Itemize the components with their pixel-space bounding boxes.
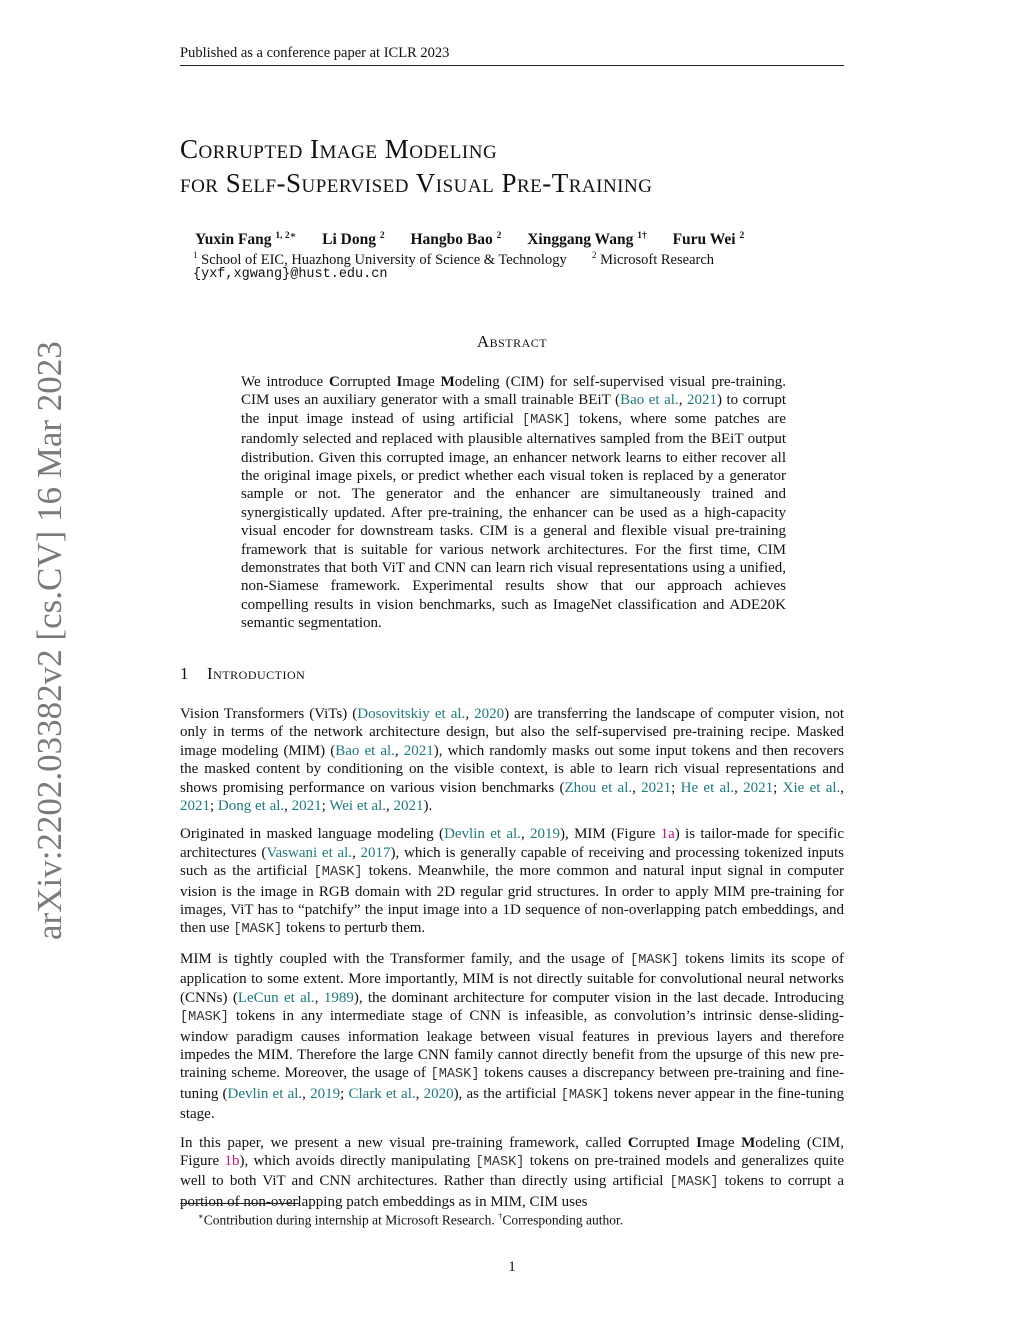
footnote [198, 1208, 838, 1229]
text: orrupted [638, 1134, 697, 1151]
mask-token: [MASK] [560, 1087, 610, 1103]
text: , [284, 798, 292, 815]
paragraph [180, 1134, 844, 1212]
citation-link[interactable]: Devlin et al. [444, 826, 521, 843]
text: orrupted [339, 374, 397, 390]
text: Originated in masked language modeling ( [180, 826, 445, 843]
citation-link[interactable]: LeCun et al. [237, 989, 315, 1006]
author-affil-mark: 2 [496, 231, 502, 241]
text: tokens to corrupt a portion of non-overlapping patch embeddings as in MIM, CIM uses [180, 1173, 844, 1210]
text: Vision Transformers (ViTs) ( [180, 706, 358, 722]
text: , [394, 742, 404, 759]
mask-token: [MASK] [475, 1154, 525, 1170]
text: ), as the artificial [453, 1085, 561, 1102]
text: , [678, 392, 687, 409]
text: ), MIM (Figure [560, 826, 661, 843]
text: ) is tailor-made for specific architectures ( [180, 826, 844, 861]
text: tokens limits its scope of application to some extent. More importantly, MIM is not directly suitable for convolutional neural networks (CNNs) ( [180, 950, 844, 1006]
text: In this paper, we present a new visual pre-training framework, called [180, 1134, 628, 1151]
mask-token: [MASK] [233, 922, 283, 938]
title-line-1: Corrupted Image Modeling [180, 134, 498, 164]
citation-link[interactable]: Dosovitskiy et al. [357, 706, 466, 722]
text: C [328, 374, 340, 390]
citation-link[interactable]: 2021 [641, 779, 672, 796]
citation-link[interactable]: Dong et al. [217, 798, 285, 815]
mask-token: [MASK] [180, 1010, 229, 1026]
mask-token: [MASK] [521, 412, 571, 428]
author-name: Hangbo Bao [410, 231, 493, 249]
text: ) are transferring the landscape of computer vision, not only in terms of the network architecture design, but also the self-supervised pre-training recipe. Masked image modeling (MIM) ( [180, 706, 844, 759]
mask-token: [MASK] [313, 865, 363, 881]
text: tokens causes a discrepancy between pre-training and fine-tuning ( [180, 1065, 844, 1102]
text: , [520, 826, 531, 843]
footnote-mark: † [498, 1211, 503, 1221]
text: ), which avoids directly manipulating [239, 1152, 476, 1169]
arxiv-identifier-stamp: arXiv:2202.03382v2 [cs.CV] 16 Mar 2023 [30, 341, 69, 940]
text: tokens. Meanwhile, the more common and natural input signal in computer vision is the image in RGB domain with 2D regular grid structures. In order to apply MIM pre-training for images, ViT has to “patchify” the input image into a 1D sequence of non-overlapping patch embeddings, and then use [180, 863, 845, 937]
author-affil-mark: 1† [637, 231, 647, 241]
running-header: Published as a conference paper at ICLR 2023 [180, 44, 844, 66]
citation-link[interactable]: Wei et al. [329, 798, 386, 815]
mask-token: [MASK] [430, 1067, 480, 1083]
text: , [386, 798, 394, 815]
citation-link[interactable]: 2019 [310, 1085, 341, 1102]
footnote-mark: ∗ [198, 1211, 204, 1221]
paper-title [180, 132, 844, 200]
text: C [627, 1134, 639, 1151]
abstract-body [241, 373, 786, 633]
text: , [352, 844, 361, 861]
author-affil-mark: 2 [739, 231, 745, 241]
citation-link[interactable]: Vaswani et al. [266, 844, 353, 861]
citation-link[interactable]: Zhou et al. [564, 779, 633, 796]
text: Corresponding author. [502, 1212, 624, 1228]
affil-mark: 1 [193, 250, 198, 260]
citation-link[interactable]: Devlin et al. [227, 1085, 303, 1102]
text: ; [210, 798, 218, 815]
author-name: Yuxin Fang [195, 231, 272, 249]
author-name: Furu Wei [672, 231, 736, 249]
citation-link[interactable]: 2021 [291, 798, 322, 815]
text: Contribution during internship at Microsoft Research. [203, 1212, 499, 1228]
text: ). [423, 798, 433, 815]
text: I [396, 374, 403, 390]
text: , [302, 1085, 311, 1102]
section-heading [180, 663, 580, 685]
author-email: {yxf,xgwang}@hust.edu.cn [193, 267, 388, 282]
citation-link[interactable]: 2020 [423, 1085, 454, 1102]
text: We introduce [241, 374, 329, 390]
paragraph [180, 950, 844, 1124]
citation-link[interactable]: 2021 [393, 798, 424, 815]
citation-link[interactable]: 2021 [743, 779, 774, 796]
text: , [632, 779, 642, 796]
citation-link[interactable]: 2019 [530, 826, 561, 843]
figure-ref-link[interactable]: 1b [224, 1152, 240, 1169]
text: tokens in any intermediate stage of CNN is infeasible, as convolution’s intrinsic dense-sliding-window paradigm causes information leakage between visual features in previous layers and therefore impedes the MIM. Therefore the large CNN family cannot directly benefit from the upsurge of this new pre-training scheme. Moreover, the usage of [180, 1008, 844, 1082]
text: tokens, where some patches are randomly selected and replaced with plausible alternatives sampled from the BEiT output distribution. Given this corrupted image, an enhancer network learns to either recover all the original image pixels, or predict whether each visual token is replaced by a generator sample or not. The generator and the enhancer are simultaneously trained and synergistically updated. After pre-training, the enhancer can be used as a high-capacity visual encoder for downstream tasks. CIM is a general and flexible visual pre-training framework that is suitable for various network architectures. For the first time, CIM demonstrates that both ViT and CNN can learn rich visual representations using a unified, non-Siamese framework. Experimental results show that our approach achieves compelling results in vision benchmarks, such as ImageNet classification and ADE20K semantic segmentation. [241, 410, 786, 632]
text: , [840, 779, 845, 796]
introduction-body [180, 705, 844, 1221]
text: tokens to perturb them. [282, 920, 426, 937]
affiliation-2: Microsoft Research [600, 251, 715, 268]
text: ) to corrupt the input image instead of using artificial [241, 392, 786, 427]
citation-link[interactable]: 2021 [180, 798, 210, 815]
title-line-2: for Self-Supervised Visual Pre-Training [180, 168, 653, 198]
figure-ref-link[interactable]: 1a [660, 826, 675, 843]
text: MIM is tightly coupled with the Transformer family, and the usage of [180, 950, 631, 967]
author-name: Li Dong [322, 231, 376, 249]
citation-link[interactable]: 2017 [360, 844, 391, 861]
citation-link[interactable]: 1989 [323, 989, 354, 1006]
text: tokens on pre-trained models and generalizes quite well to both ViT and CNN architectures. Rather than directly using artificial [180, 1152, 844, 1190]
section-title: Introduction [207, 664, 306, 683]
page-number: 1 [508, 1259, 516, 1275]
text: ), which is generally capable of receiving and processing tokenized inputs such as the artificial [180, 844, 844, 880]
author-name: Xinggang Wang [527, 231, 634, 249]
mask-token: [MASK] [669, 1175, 719, 1191]
text: ), which randomly masks out some input tokens and then recovers the masked content by conditioning on the visible context, is able to learn rich visual representations and shows promising performance on various vision benchmarks ( [180, 742, 844, 796]
citation-link[interactable]: 2021 [686, 392, 717, 409]
text: , [314, 989, 324, 1006]
text: , [465, 706, 475, 722]
citation-link[interactable]: Bao et al. [335, 742, 395, 759]
text: mage [702, 1134, 742, 1151]
text: tokens never appear in the fine-tuning stage. [180, 1085, 844, 1123]
citation-link[interactable]: He et al. [680, 779, 735, 796]
mask-token: [MASK] [630, 952, 679, 968]
citation-link[interactable]: Clark et al. [348, 1085, 416, 1102]
paragraph [180, 825, 844, 939]
text: I [696, 1134, 703, 1151]
affil-mark: 2 [591, 250, 597, 260]
text: ), the dominant architecture for computer vision in the last decade. Introducing [353, 989, 845, 1006]
author-affil-mark: 2 [379, 231, 385, 241]
section-number: 1 [180, 664, 189, 683]
text: ; [321, 798, 330, 815]
text: M [440, 374, 455, 390]
affiliation-1: School of EIC, Huazhong University of Science & Technology [201, 251, 567, 268]
citation-link[interactable]: 2020 [474, 706, 505, 722]
text: odeling (CIM, Figure [180, 1134, 844, 1169]
author-affil-mark: 1, 2∗ [275, 231, 297, 241]
text: odeling (CIM) for self-supervised visual pre-training. CIM uses an auxiliary generator with a small trainable BEiT ( [241, 374, 786, 409]
text: ; [671, 779, 681, 796]
text: ; [773, 779, 783, 796]
footnote-rule [180, 1203, 300, 1204]
text: mage [402, 374, 441, 390]
citation-link[interactable]: 2021 [403, 742, 434, 759]
text: ; [340, 1085, 349, 1102]
text: M [741, 1134, 756, 1151]
citation-link[interactable]: Xie et al. [782, 779, 841, 796]
text: , [734, 779, 744, 796]
paragraph [180, 705, 844, 815]
text: , [415, 1085, 424, 1102]
citation-link[interactable]: Bao et al. [620, 392, 679, 409]
abstract-heading: Abstract [476, 332, 548, 351]
